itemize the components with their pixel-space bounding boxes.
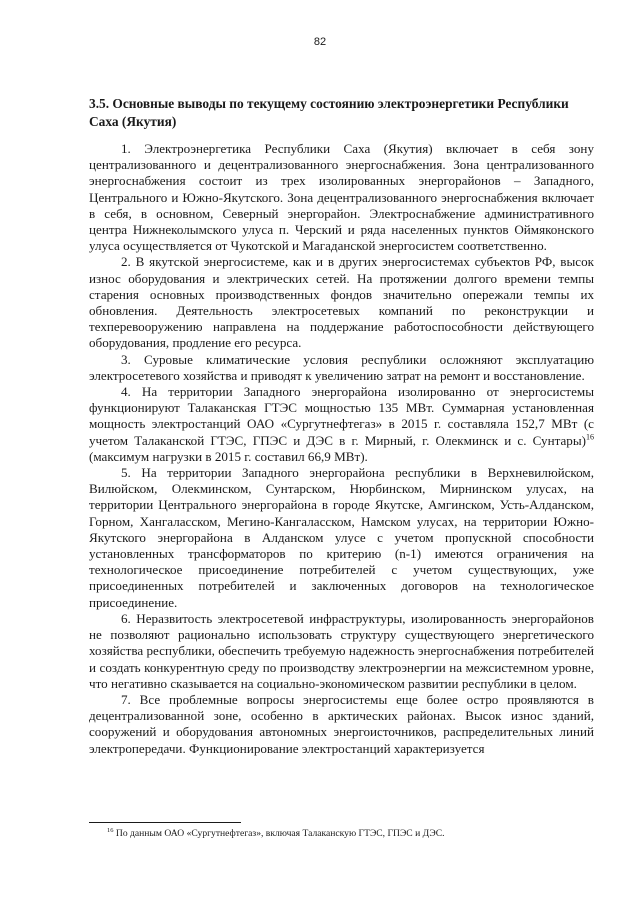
page-number: 82 — [313, 36, 327, 48]
paragraph-4-text-after: (максимум нагрузки в 2015 г. составил 66,9 МВт). — [89, 448, 368, 464]
footnote-reference[interactable]: 16 — [586, 432, 594, 442]
footnote — [107, 828, 587, 840]
paragraph-7: 7. Все проблемные вопросы энергосистемы еще более остро проявляются в децентрализованной зоне, особенно в арктических районах. Высок износ зданий, сооружений и оборудования автономных энергоисточников, распределительных линий электропередачи. Функционирование электростанций характеризуется — [89, 691, 594, 756]
paragraph-2: 2. В якутской энергосистеме, как и в других энергосистемах субъектов РФ, высок износ оборудования и электрических сетей. На протяжении долгого времени темпы старения основных производственных фондов значительно опережали темпы их обновления. Деятельность электросетевых компаний по реконструкции и техперевооружению направлена на поддержание работоспособности действующего оборудования, продление его ресурса. — [89, 254, 594, 351]
paragraph-3: 3. Суровые климатические условия республики осложняют эксплуатацию электросетевого хозяйства и приводят к увеличению затрат на ремонт и восстановление. — [89, 351, 594, 383]
paragraph-5: 5. На территории Западного энергорайона республики в Верхневилюйском, Вилюйском, Олекминском, Сунтарском, Нюрбинском, Мирнинском улусах, на территории Центрального энергорайона в городе Якутске, Амгинском, Усть-Алданском, Горном, Хангаласском, Мегино-Кангаласском, Намском улусах, на территории Южно-Якутского энергорайона в Алданском улусе с учетом пропускной способности установленных трансформаторов по критерию (n-1) имеются ограничения на технологическое присоединение потребителей с учетом существующих, уже присоединенных потребителей и заключенных договоров на технологическое присоединение. — [89, 465, 594, 610]
section-heading: 3.5. Основные выводы по текущему состоянию электроэнергетики Республики Саха (Якутия) — [89, 96, 569, 129]
paragraph-4 — [89, 384, 594, 465]
paragraph-6: 6. Неразвитость электросетевой инфраструктуры, изолированность энергорайонов не позволяют рационально использовать структуру существующего энергетического хозяйства республики, обеспечить требуемую надежность энергоснабжения потребителей и создать конкурентную среду по производству электроэнергии на межсистемном уровне, что негативно сказывается на социально-экономическом развитии республики в целом. — [89, 610, 594, 691]
paragraph-1: 1. Электроэнергетика Республики Саха (Якутия) включает в себя зону централизованного и децентрализованного энергоснабжения. Зона централизованного энергоснабжения состоит из трех изолированных энергорайонов – Западного, Центрального и Южно-Якутского. Зона децентрализованного энергоснабжения включает в себя, в основном, Северный энергорайон. Электроснабжение административного центра Нижнеколымского улуса п. Черский и ряда населенных пунктов Оймяконского улуса осуществляется от Чукотской и Магаданской энергосистем соответственно. — [89, 141, 594, 254]
footnote-text: По данным ОАО «Сургутнефтегаз», включая Талаканскую ГТЭС, ГПЭС и ДЭС. — [113, 828, 445, 839]
paragraph-4-text-before: 4. На территории Западного энергорайона изолированно от энергосистемы функционируют Талаканская ГТЭС мощностью 135 МВт. Суммарная установленная мощность электростанций ОАО «Сургутнефтегаз» в 2015 г. составляла 152,7 МВт (с учетом Талаканской ГТЭС, ГПЭС и ДЭС в г. Мирный, г. Олекминск и с. Сунтары) — [89, 384, 594, 448]
footnote-mark: 16 — [107, 826, 114, 834]
footnote-divider — [89, 822, 241, 823]
body-text — [89, 141, 594, 757]
